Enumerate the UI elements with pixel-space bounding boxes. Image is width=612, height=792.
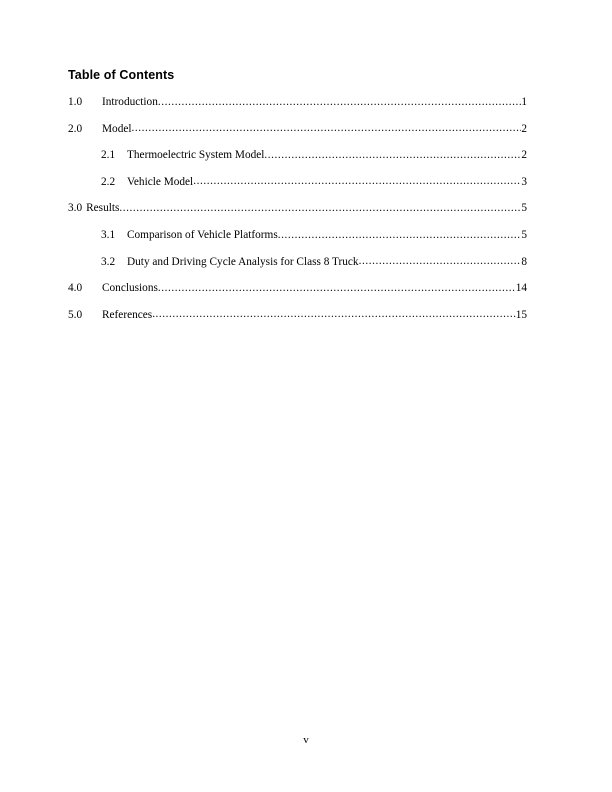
- toc-entry[interactable]: [68, 255, 527, 269]
- toc-leader-dots: [278, 228, 522, 242]
- toc-entry-label: Conclusions: [102, 282, 158, 295]
- toc-entry-label: Model: [102, 122, 132, 135]
- toc-entry[interactable]: [68, 95, 527, 109]
- toc-leader-dots: [193, 174, 521, 188]
- toc-entry-label: Vehicle Model: [127, 175, 194, 188]
- toc-leader-dots: [359, 254, 522, 268]
- toc-entry-number: 2.1: [101, 149, 116, 162]
- toc-entry-number: 3.1: [101, 229, 116, 242]
- toc-entry-label: References: [102, 308, 153, 321]
- toc-entry-page: 3: [521, 175, 527, 188]
- toc-leader-dots: [119, 201, 521, 215]
- toc-entry-page: 2: [521, 149, 527, 162]
- toc-entry[interactable]: [68, 175, 527, 189]
- toc-entry-page: 1: [521, 96, 527, 108]
- toc-leader-dots: [152, 307, 516, 321]
- toc-entry-page: 2: [521, 122, 527, 135]
- toc-entry-page: 5: [521, 229, 527, 242]
- toc-entry[interactable]: [68, 122, 527, 136]
- toc-entry-page: 14: [515, 282, 527, 295]
- toc-leader-dots: [158, 281, 516, 295]
- toc-entry-page: 15: [515, 308, 527, 321]
- toc-entry-number: 5.0: [68, 308, 83, 321]
- toc-entry-label: Thermoelectric System Model: [127, 149, 265, 162]
- toc-entry-label: Results: [86, 202, 120, 215]
- toc-leader-dots: [158, 95, 521, 109]
- toc-entry-page: 5: [521, 202, 527, 215]
- toc-entry[interactable]: [68, 281, 527, 295]
- page-title: Table of Contents: [68, 68, 175, 82]
- toc-entry-number: 3.2: [101, 255, 116, 268]
- toc-entry-label: Duty and Driving Cycle Analysis for Class 8 Truck: [127, 255, 359, 268]
- toc-entry-number: 3.0: [68, 202, 83, 215]
- toc-entry-number: 2.2: [101, 175, 116, 188]
- toc-leader-dots: [264, 148, 521, 162]
- toc-entry[interactable]: [68, 148, 527, 162]
- toc-entry[interactable]: [68, 308, 527, 322]
- toc-entry[interactable]: [68, 228, 527, 242]
- toc-entry-number: 2.0: [68, 122, 83, 135]
- toc-entry[interactable]: [68, 201, 527, 215]
- table-of-contents-list: [68, 95, 527, 322]
- toc-entry-page: 8: [521, 255, 527, 268]
- toc-entry-label: Comparison of Vehicle Platforms: [127, 229, 278, 242]
- toc-entry-number: 1.0: [68, 96, 83, 108]
- page-number-footer: v: [303, 734, 309, 746]
- toc-entry-label: Introduction: [102, 96, 158, 108]
- toc-leader-dots: [132, 121, 522, 135]
- toc-entry-number: 4.0: [68, 282, 83, 295]
